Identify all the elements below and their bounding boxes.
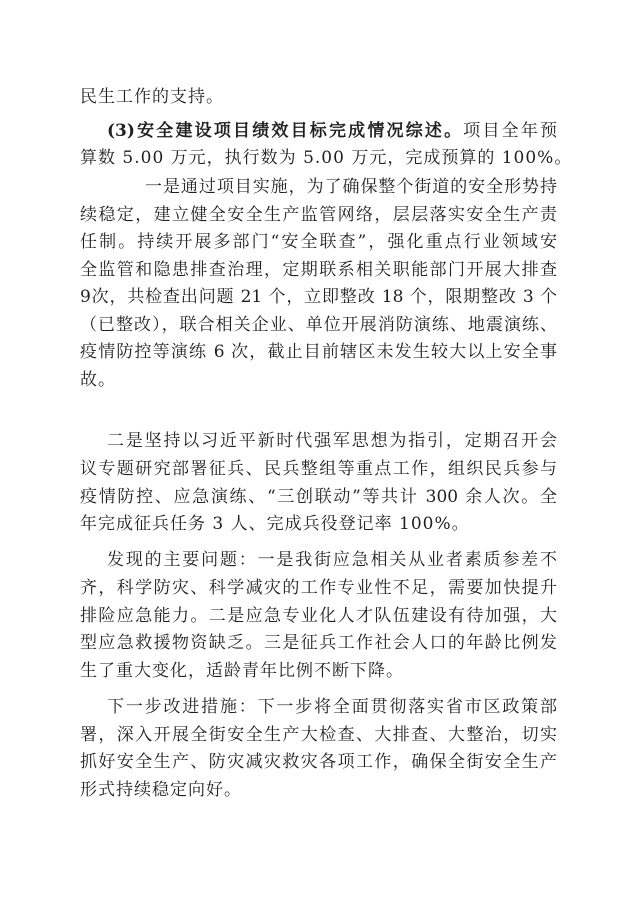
text-line: 故。: [80, 370, 116, 390]
text-line: 齐，科学防灾、科学减灾的工作专业性不足，需要加快提升: [80, 578, 557, 598]
text-line: 型应急救援物资缺乏。三是征兵工作社会人口的年龄比例发: [80, 633, 557, 653]
text-segment: 项目全年预: [463, 121, 558, 141]
text-line: 年完成征兵任务 3 人、完成兵役登记率 100%。: [80, 514, 470, 534]
text-line: 生了重大变化，适龄青年比例不断下降。: [80, 661, 404, 681]
text-line: 二是坚持以习近平新时代强军思想为指引，定期召开会: [107, 431, 557, 451]
text-line: 疫情防控等演练 6 次，截止目前辖区未发生较大以上安全事: [80, 342, 557, 362]
section-heading-line: [107, 121, 557, 141]
text-line: 抓好安全生产、防灾减灾救灾各项工作，确保全街安全生产: [80, 752, 557, 772]
text-line: 发现的主要问题：一是我街应急相关从业者素质参差不: [107, 550, 557, 570]
text-line: 署，深入开展全街安全生产大检查、大排查、大整治，切实: [80, 725, 557, 745]
text-line: 算数 5.00 万元，执行数为 5.00 万元，完成预算的 100%。: [80, 148, 573, 168]
text-line: 9次，共检查出问题 21 个，立即整改 18 个，限期整改 3 个: [80, 287, 557, 307]
text-line: 下一步改进措施：下一步将全面贯彻落实省市区政策部: [107, 697, 557, 717]
text-line: 全监管和隐患排查治理，定期联系相关职能部门开展大排查: [80, 260, 557, 280]
text-line: 排险应急能力。二是应急专业化人才队伍建设有待加强，大: [80, 606, 557, 626]
text-line: 议专题研究部署征兵、民兵整组等重点工作，组织民兵参与: [80, 459, 557, 479]
section-heading: (3)安全建设项目绩效目标完成情况综述。: [107, 121, 464, 141]
text-line: 形式持续稳定向好。: [80, 780, 242, 800]
text-line: 疫情防控、应急演练、“三创联动”等共计 300 余人次。全: [80, 487, 557, 507]
text-line: 一是通过项目实施，为了确保整个街道的安全形势持: [145, 177, 557, 197]
text-line: 民生工作的支持。: [80, 87, 224, 107]
text-line: （已整改），联合相关企业、单位开展消防演练、地震演练、: [80, 315, 557, 335]
text-line: 任制。持续开展多部门“安全联查”，强化重点行业领域安: [80, 232, 557, 252]
text-line: 续稳定，建立健全安全生产监管网络，层层落实安全生产责: [80, 205, 557, 225]
